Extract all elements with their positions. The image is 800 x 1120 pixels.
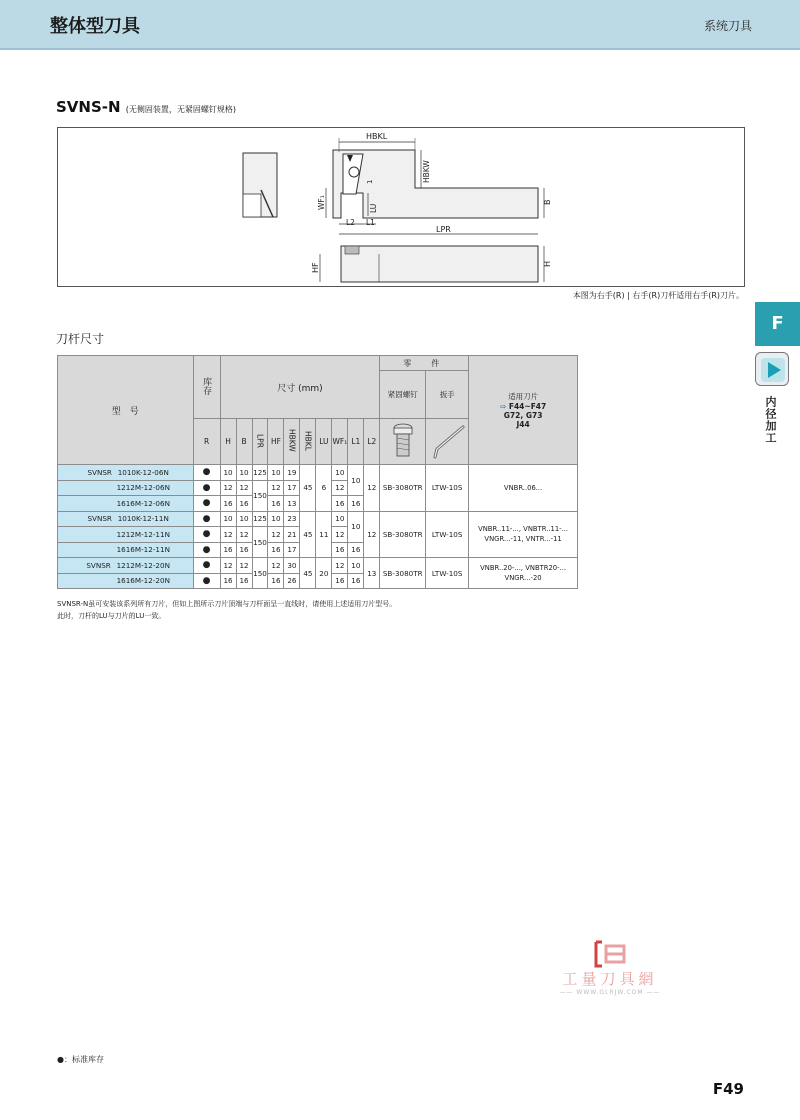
drawing-caption: 本图为右手(R) | 右手(R)刀杆适用右手(R)刀片。 [572,291,744,300]
table-row: 1616M-12-11N ● 16 16 16 17 16 16 [58,542,578,558]
arrow-icon: ⇨ [499,402,507,411]
insert-screw-icon [349,167,359,177]
col-hbkl: HBKL [300,419,316,465]
note-line: 此时，刀杆的LU与刀片的LU一致。 [57,612,166,620]
col-l2: L2 [364,419,380,465]
model-subtitle: (无侧固装置，无紧固螺钉规格) [125,105,237,114]
table-section-title: 刀杆尺寸 [56,332,105,346]
page-title: 整体型刀具 [50,16,140,37]
table-notes [57,598,396,622]
dim-one: 1 [366,179,374,184]
header-parts: 零 件 [380,356,469,371]
spec-table [57,355,578,589]
header-inserts: 适用刀片 ⇨ F44~F47 G72, G73 J44 [469,356,578,465]
side-view-body [341,246,538,282]
technical-drawing [57,127,745,287]
col-l1: L1 [348,419,364,465]
wrench-icon [427,423,467,459]
header-screw: 紧固螺钉 [380,371,426,419]
dim-hbkw: HBKW [422,160,431,183]
col-hbkw: HBKW [284,419,300,465]
side-view-insert [345,246,359,254]
col-lpr: LPR [252,419,268,465]
screw-image [380,419,426,465]
header-wrench: 扳手 [426,371,469,419]
table-row: 1616M-12-20N ● 16 16 16 26 16 16 [58,573,578,589]
dim-l2: L2 [346,218,355,227]
note-line: SVNSR-N虽可安装该系列所有刀片，但如上图所示刀片顶端与刀杆面呈一直线时，请使用上述适用刀片型号。 [57,600,397,608]
col-wf: WF₁ [332,419,348,465]
table-row: SVNSR 1010K-12-06N ● 10 10 125 10 19 45 6 10 10 12 SB-3080TR LTW-10S VNBR..06... [58,465,578,481]
dim-lu: LU [369,203,378,213]
section-label: 内径加工 [764,396,777,444]
col-lu: LU [316,419,332,465]
page-header [0,0,800,50]
col-hf: HF [268,419,284,465]
watermark-name: 工量刀具網 [562,970,658,988]
table-row: 1616M-12-06N ● 16 16 16 13 16 16 [58,496,578,512]
col-h: H [220,419,236,465]
model-title [56,98,236,116]
header-dims: 尺寸 (mm) [220,356,380,419]
stock-legend: ●：标准库存 [57,1055,104,1064]
top-view-body [333,150,538,218]
page-number: F49 [712,1080,744,1098]
dim-h: H [543,260,552,267]
drawing-svg [58,128,746,288]
dim-hbkl: HBKL [366,132,388,141]
watermark-url: —— WWW.GLRJW.COM —— [559,989,661,996]
table-row: 1212M-12-06N ● 12 12 150 12 17 12 [58,480,578,496]
wrench-image [426,419,469,465]
end-view-notch [243,194,261,217]
table-row: SVNSR 1212M-12-20N ● 12 12 150 12 30 45 20 12 10 13 SB-3080TR LTW-10S VNBR..20-..., VNBTR20-... VNGR...-20 [58,558,578,574]
dim-hf: HF [311,262,320,273]
watermark [530,940,690,1020]
dim-b: B [543,199,552,205]
model-code: SVNS-N [56,98,121,116]
category-label: 系统刀具 [703,19,752,33]
dim-wf: WF₁ [317,195,326,210]
screw-icon [392,423,414,459]
play-icon[interactable] [755,352,789,386]
header-stock: 库存 [193,356,220,419]
table-row: SVNSR 1010K-12-11N ● 10 10 125 10 23 45 11 10 10 12 SB-3080TR LTW-10S VNBR..11-..., VNBTR..11-... VNGR...-11, VNTR...-11 [58,511,578,527]
watermark-logo-icon [592,940,628,968]
section-tab-f[interactable]: F [755,302,800,346]
col-r: R [193,419,220,465]
table-row: 1212M-12-11N ● 12 12 150 12 21 12 [58,527,578,543]
header-model: 型 号 [58,356,194,465]
dim-lpr: LPR [436,225,451,234]
col-b: B [236,419,252,465]
dim-l1: L1 [366,218,375,227]
